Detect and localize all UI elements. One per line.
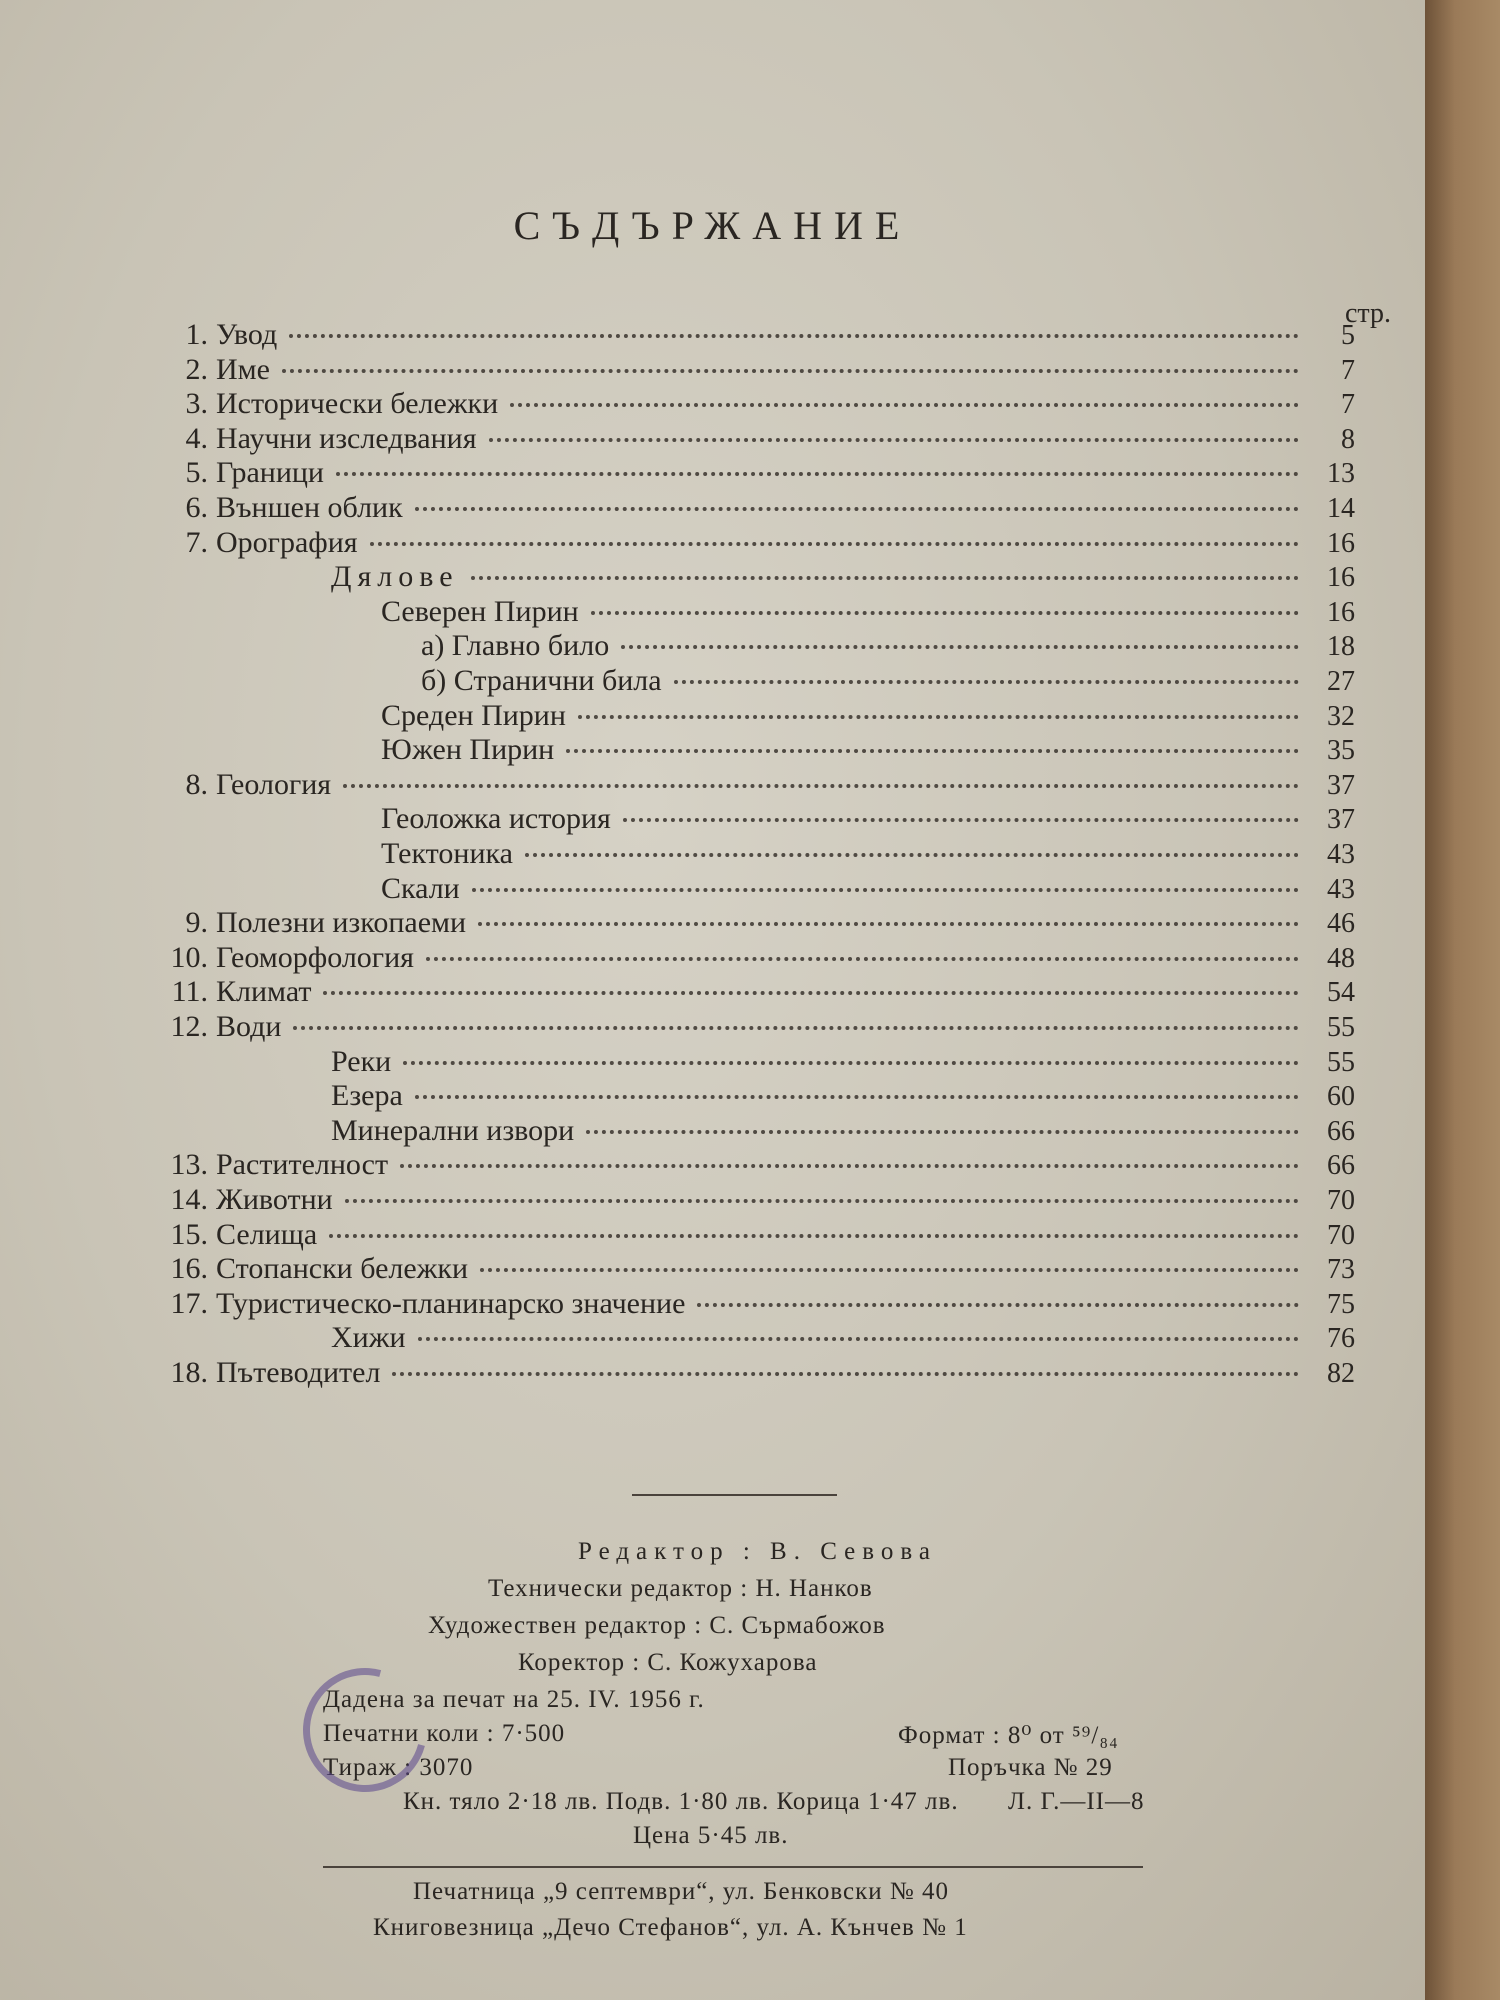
toc-leader-dots — [293, 1026, 1299, 1030]
toc-entry-page: 66 — [1327, 1150, 1355, 1182]
toc-leader-dots — [586, 1130, 1299, 1134]
contents-title: СЪДЪРЖАНИЕ — [513, 202, 912, 248]
toc-leader-dots — [525, 853, 1299, 857]
toc-leader-dots — [471, 576, 1299, 580]
toc-entry-page: 37 — [1327, 804, 1355, 836]
toc-leader-dots — [623, 818, 1299, 822]
imprint-bindery: Книговезница „Дечо Стефанов“, ул. А. Кънчев № 1 — [373, 1914, 968, 1941]
background-edge — [1425, 0, 1500, 2000]
toc-entry-page: 43 — [1327, 873, 1355, 905]
toc-leader-dots — [329, 1234, 1299, 1238]
page-column-label: стр. — [1345, 298, 1392, 329]
toc-leader-dots — [578, 715, 1299, 719]
toc-entry-number: 9. — [185, 906, 208, 940]
toc-entry — [150, 526, 1355, 560]
imprint-art-editor: Художествен редактор : С. Сърмабожов — [428, 1612, 886, 1639]
toc-entry — [150, 456, 1355, 490]
toc-entry-page: 32 — [1327, 700, 1355, 732]
toc-entry-label: Увод — [216, 318, 278, 351]
toc-entry — [150, 422, 1355, 456]
toc-leader-dots — [480, 1268, 1299, 1272]
toc-leader-dots — [282, 369, 1299, 373]
separator-rule — [632, 1494, 837, 1496]
toc-entry-label: Растителност — [216, 1148, 389, 1182]
toc-entry — [331, 560, 1355, 594]
toc-entry-label: Полезни изкопаеми — [216, 906, 467, 940]
toc-entry-label: Минерални извори — [331, 1113, 575, 1147]
imprint-tech-editor: Технически редактор : Н. Нанков — [488, 1575, 873, 1602]
toc-entry — [381, 733, 1355, 767]
toc-entry-number: 13. — [170, 1148, 208, 1182]
toc-entry-number: 18. — [170, 1356, 208, 1389]
toc-entry-number: 12. — [170, 1010, 208, 1043]
toc-leader-dots — [566, 749, 1299, 753]
toc-entry — [150, 1183, 1355, 1217]
toc-entry-label: Реки — [331, 1044, 392, 1078]
toc-entry-label: Стопански бележки — [216, 1252, 469, 1286]
toc-entry-page: 14 — [1327, 493, 1355, 524]
toc-leader-dots — [343, 784, 1299, 788]
toc-entry-page: 76 — [1327, 1323, 1355, 1355]
toc-entry-number: 17. — [170, 1286, 208, 1320]
toc-entry-label: Орография — [216, 525, 358, 559]
toc-entry — [381, 872, 1355, 906]
toc-entry — [150, 387, 1355, 421]
toc-entry — [150, 768, 1355, 802]
toc-entry — [331, 1321, 1355, 1355]
toc-entry-page: 55 — [1327, 1046, 1355, 1078]
toc-entry-label: Тектоника — [381, 837, 513, 870]
toc-entry — [150, 1148, 1355, 1182]
toc-entry-label: Южен Пирин — [381, 733, 555, 767]
toc-entry-number: 3. — [185, 387, 208, 421]
toc-entry-page: 35 — [1327, 735, 1355, 767]
toc-entry-label: Дялове — [331, 560, 459, 594]
toc-leader-dots — [289, 334, 1299, 338]
toc-entry-label: Езера — [331, 1079, 403, 1113]
imprint-prices: Кн. тяло 2·18 лв. Подв. 1·80 лв. Корица 1·47 лв. — [403, 1788, 959, 1815]
toc-leader-dots — [392, 1372, 1299, 1376]
imprint-print-date: Дадена за печат на 25. IV. 1956 г. — [323, 1686, 705, 1713]
toc-entry-page: 18 — [1327, 631, 1355, 663]
toc-entry-page: 16 — [1327, 562, 1355, 594]
toc-entry-page: 70 — [1327, 1185, 1355, 1216]
toc-entry-number: 10. — [170, 940, 208, 974]
toc-entry-page: 73 — [1327, 1254, 1355, 1286]
toc-entry-page: 43 — [1327, 839, 1355, 870]
toc-entry-page: 82 — [1327, 1358, 1355, 1389]
toc-entry — [381, 802, 1355, 836]
toc-entry-page: 60 — [1327, 1081, 1355, 1113]
toc-entry — [150, 975, 1355, 1009]
toc-entry-page: 70 — [1327, 1219, 1355, 1251]
toc-entry-label: Геология — [216, 767, 332, 801]
imprint-sheets: Печатни коли : 7·500 — [323, 1720, 566, 1747]
toc-entry-label: Климат — [216, 975, 312, 1009]
toc-leader-dots — [674, 680, 1299, 684]
toc-entry-label: б) Странични била — [421, 664, 662, 697]
toc-leader-dots — [426, 957, 1299, 961]
imprint-order: Поръчка № 29 — [948, 1754, 1113, 1781]
toc-entry-label: Води — [216, 1010, 282, 1043]
toc-entry-page: 37 — [1327, 769, 1355, 801]
toc-leader-dots — [478, 922, 1299, 926]
toc-entry-page: 5 — [1341, 320, 1355, 351]
toc-leader-dots — [400, 1164, 1299, 1168]
toc-leader-dots — [370, 542, 1299, 546]
toc-entry — [381, 699, 1355, 733]
toc-leader-dots — [697, 1303, 1299, 1307]
toc-entry — [150, 1010, 1355, 1044]
toc-entry — [150, 1287, 1355, 1321]
toc-entry — [331, 1045, 1355, 1079]
imprint-corrector: Коректор : С. Кожухарова — [518, 1649, 818, 1676]
toc-entry-label: Пътеводител — [216, 1356, 381, 1389]
toc-entry-label: Селища — [216, 1217, 318, 1251]
toc-entry — [381, 837, 1355, 871]
toc-entry — [150, 491, 1355, 525]
toc-entry-number: 14. — [170, 1183, 208, 1216]
imprint-format: Формат : 8⁰ от ⁵⁹/₈₄ — [898, 1722, 1119, 1749]
toc-entry — [150, 353, 1355, 387]
toc-leader-dots — [336, 472, 1299, 476]
toc-entry — [381, 595, 1355, 629]
toc-entry-number: 6. — [185, 491, 208, 524]
toc-entry-label: Геоложка история — [381, 802, 611, 836]
toc-entry-label: Среден Пирин — [381, 698, 566, 732]
toc-entry-label: Животни — [216, 1183, 333, 1216]
toc-entry-page: 7 — [1341, 354, 1355, 386]
imprint-code: Л. Г.—II—8 — [1008, 1788, 1145, 1815]
toc-entry-number: 5. — [185, 456, 208, 490]
toc-entry-page: 75 — [1327, 1288, 1355, 1320]
toc-leader-dots — [489, 438, 1299, 442]
toc-entry — [150, 906, 1355, 940]
toc-entry-label: Име — [216, 352, 270, 386]
toc-leader-dots — [591, 611, 1299, 615]
toc-entry-number: 2. — [185, 352, 208, 386]
toc-entry-label: Скали — [381, 871, 460, 905]
toc-entry-label: а) Главно било — [421, 629, 610, 663]
toc-entry-label: Туристическо-планинарско значение — [216, 1286, 686, 1320]
toc-entry-number: 4. — [185, 421, 208, 455]
toc-entry-number: 16. — [170, 1252, 208, 1286]
toc-leader-dots — [323, 991, 1299, 995]
toc-entry-number: 8. — [185, 767, 208, 801]
imprint-price: Цена 5·45 лв. — [633, 1822, 789, 1849]
toc-entry-page: 13 — [1327, 458, 1355, 490]
toc-entry — [421, 664, 1355, 698]
toc-entry-page: 8 — [1341, 423, 1355, 455]
imprint-run: Тираж : 3070 — [323, 1754, 474, 1781]
toc-leader-dots — [510, 403, 1299, 407]
toc-entry-label: Геоморфология — [216, 940, 414, 974]
toc-leader-dots — [415, 1095, 1299, 1099]
toc-entry — [331, 1114, 1355, 1148]
toc-leader-dots — [403, 1061, 1299, 1065]
toc-entry-page: 16 — [1327, 596, 1355, 628]
toc-entry-label: Научни изследвания — [216, 421, 477, 455]
toc-entry-label: Исторически бележки — [216, 387, 499, 421]
toc-entry-page: 66 — [1327, 1115, 1355, 1147]
toc-entry — [150, 1252, 1355, 1286]
imprint-editor: Редактор : В. Севова — [578, 1538, 937, 1565]
toc-entry-number: 11. — [171, 975, 208, 1009]
imprint-printer: Печатница „9 септември“, ул. Бенковски № 40 — [413, 1878, 950, 1905]
toc-leader-dots — [621, 645, 1299, 649]
toc-entry-page: 27 — [1327, 666, 1355, 697]
toc-entry-page: 55 — [1327, 1012, 1355, 1043]
toc-leader-dots — [415, 507, 1299, 511]
toc-entry-page: 46 — [1327, 908, 1355, 940]
toc-entry-number: 1. — [185, 318, 208, 351]
toc-entry-label: Граници — [216, 456, 324, 490]
toc-entry-page: 7 — [1341, 389, 1355, 421]
toc-entry-label: Хижи — [331, 1321, 406, 1355]
toc-leader-dots — [472, 888, 1299, 892]
toc-entry — [150, 1356, 1355, 1390]
toc-entry-page: 48 — [1327, 942, 1355, 974]
toc-entry-page: 16 — [1327, 527, 1355, 559]
imprint-rule — [323, 1866, 1143, 1868]
toc-entry — [331, 1079, 1355, 1113]
toc-entry — [150, 318, 1355, 352]
toc-entry-label: Северен Пирин — [381, 594, 579, 628]
toc-entry-label: Външен облик — [216, 491, 403, 524]
toc-entry — [150, 941, 1355, 975]
toc-entry — [150, 1218, 1355, 1252]
toc-entry-number: 7. — [185, 525, 208, 559]
toc-entry-number: 15. — [170, 1217, 208, 1251]
toc-leader-dots — [345, 1199, 1299, 1203]
toc-entry-page: 54 — [1327, 977, 1355, 1009]
toc-leader-dots — [418, 1337, 1299, 1341]
toc-entry — [421, 629, 1355, 663]
